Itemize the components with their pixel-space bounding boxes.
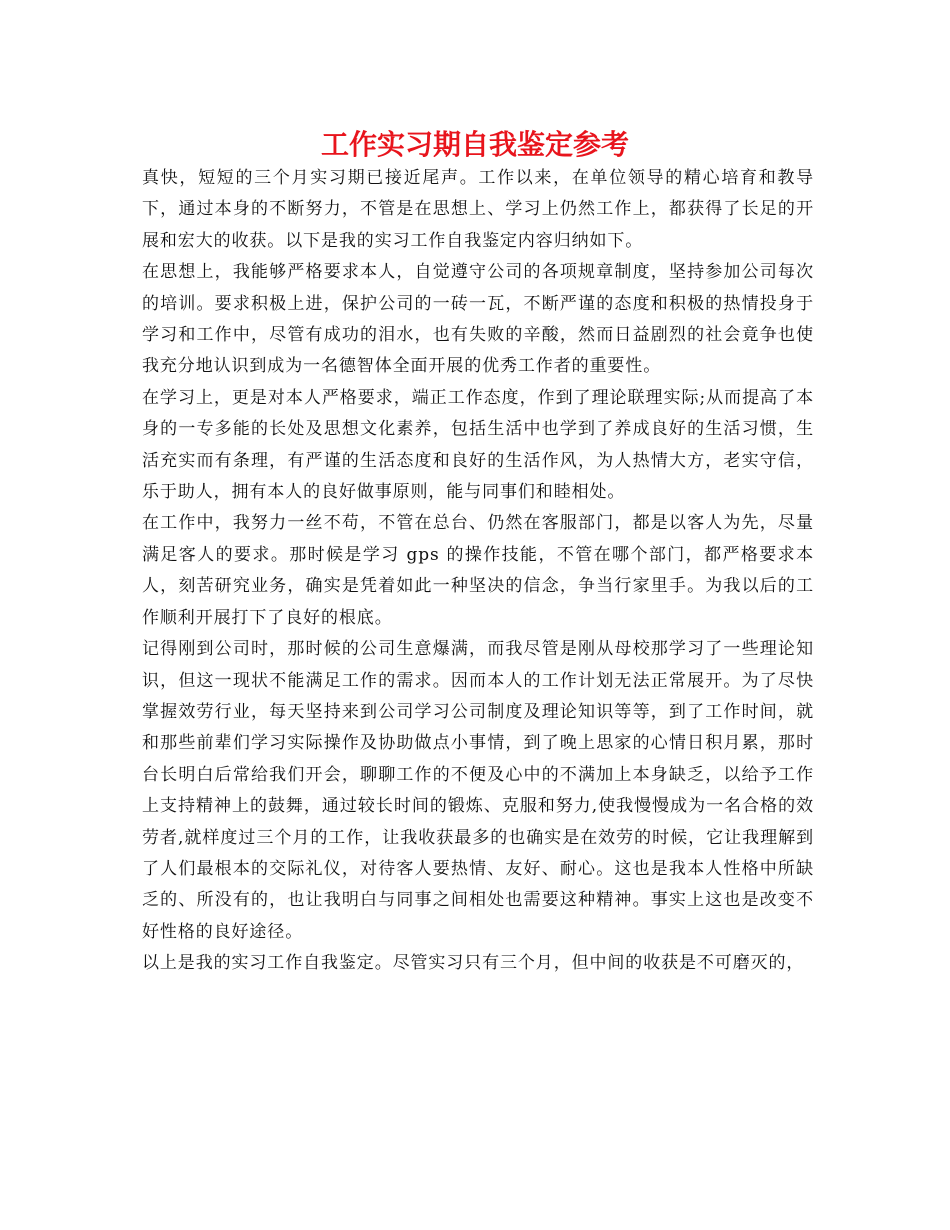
- document-body: [142, 163, 814, 980]
- paragraph-work: 在工作中，我努力一丝不苟，不管在总台、仍然在客服部门，都是以客人为先，尽量满足客人的要求。那时候是学习 gps 的操作技能，不管在哪个部门，都严格要求本人，刻苦研究业务，确实是凭着如此一种坚决的信念，争当行家里手。为我以后的工作顺利开展打下了良好的根底。: [142, 513, 814, 628]
- paragraph-study: 在学习上，更是对本人严格要求，端正工作态度，作到了理论联理实际;从而提高了本身的一专多能的长处及思想文化素养，包括生活中也学到了养成良好的生活习惯，生活充实而有条理，有严谨的生活态度和良好的生活作风，为人热情大方，老实守信，乐于助人，拥有本人的良好做事原则，能与同事们和睦相处。: [142, 387, 814, 503]
- paragraph-conclusion: 以上是我的实习工作自我鉴定。尽管实习只有三个月，但中间的收获是不可磨灭的，: [142, 953, 805, 974]
- paragraph-memory: 记得刚到公司时，那时候的公司生意爆满，而我尽管是刚从母校那学习了一些理论知识，但这一现状不能满足工作的需求。因而本人的工作计划无法正常展开。为了尽快掌握效劳行业，每天坚持来到公司学习公司制度及理论知识等等，到了工作时间，就和那些前辈们学习实际操作及协助做点小事情，到了晚上思家的心情日积月累，那时台长明白后常给我们开会，聊聊工作的不便及心中的不满加上本身缺乏，以给予工作上支持精神上的鼓舞，通过较长时间的锻炼、克服和努力,使我慢慢成为一名合格的效劳者,就样度过三个月的工作，让我收获最多的也确实是在效劳的时候，它让我理解到了人们最根本的交际礼仪，对待客人要热情、友好、耐心。这也是我本人性格中所缺乏的、所没有的，也让我明白与同事之间相处也需要这种精神。事实上这也是改变不好性格的良好途径。: [142, 639, 814, 942]
- paragraph-intro: 真快，短短的三个月实习期已接近尾声。工作以来，在单位领导的精心培育和教导下，通过本身的不断努力，不管是在思想上、学习上仍然工作上，都获得了长足的开展和宏大的收获。以下是我的实习工作自我鉴定内容归纳如下。: [142, 168, 814, 251]
- paragraph-thought: 在思想上，我能够严格要求本人，自觉遵守公司的各项规章制度，坚持参加公司每次的培训。要求积极上进，保护公司的一砖一瓦，不断严谨的态度和积极的热情投身于学习和工作中，尽管有成功的泪水，也有失败的辛酸，然而日益剧烈的社会竟争也使我充分地认识到成为一名德智体全面开展的优秀工作者的重要性。: [142, 262, 814, 377]
- document-title: 工作实习期自我鉴定参考: [320, 128, 629, 161]
